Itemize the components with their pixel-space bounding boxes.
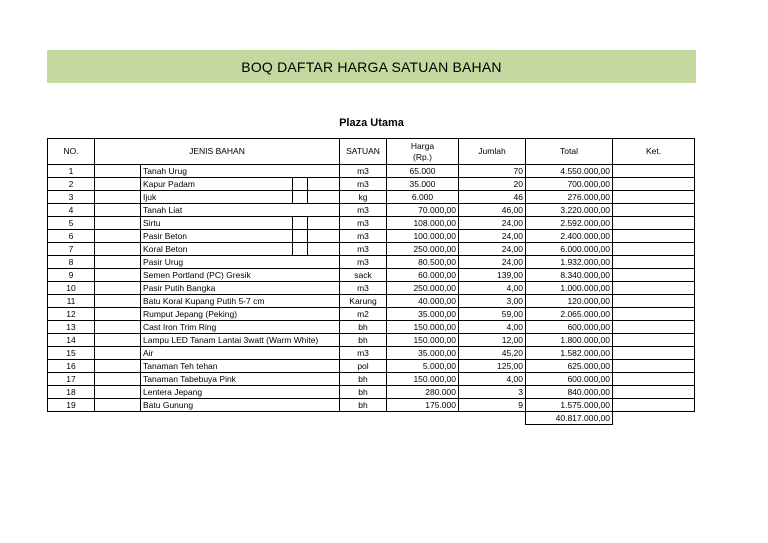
row-jenis-bahan: Sirtu bbox=[141, 217, 293, 230]
row-total: 700.000,00 bbox=[526, 178, 613, 191]
row-total: 276.000,00 bbox=[526, 191, 613, 204]
row-ket bbox=[613, 230, 695, 243]
row-jenis-bahan: Koral Beton bbox=[141, 243, 293, 256]
row-ket bbox=[613, 204, 695, 217]
row-harga: 175.000 bbox=[387, 399, 459, 412]
row-gap bbox=[95, 321, 141, 334]
row-jumlah: 24,00 bbox=[459, 230, 526, 243]
table-row bbox=[48, 204, 695, 217]
row-ket bbox=[613, 295, 695, 308]
row-jenis-bahan: Tanah Liat bbox=[141, 204, 340, 217]
row-satuan: kg bbox=[340, 191, 387, 204]
row-jenis-bahan: Lampu LED Tanam Lantai 3watt (Warm White) bbox=[141, 334, 340, 347]
row-no: 3 bbox=[48, 191, 95, 204]
row-sub-cell bbox=[293, 243, 308, 256]
row-harga: 60.000,00 bbox=[387, 269, 459, 282]
row-jumlah: 46 bbox=[459, 191, 526, 204]
header-ket: Ket. bbox=[613, 139, 695, 165]
row-sub-cell bbox=[308, 178, 340, 191]
row-jumlah: 3,00 bbox=[459, 295, 526, 308]
row-satuan: m3 bbox=[340, 165, 387, 178]
row-satuan: bh bbox=[340, 386, 387, 399]
table-row bbox=[48, 217, 695, 230]
row-total: 2.065.000,00 bbox=[526, 308, 613, 321]
table-row bbox=[48, 165, 695, 178]
row-harga: 250.000,00 bbox=[387, 243, 459, 256]
header-no: NO. bbox=[48, 139, 95, 165]
table-row bbox=[48, 399, 695, 412]
row-satuan: m3 bbox=[340, 256, 387, 269]
row-ket bbox=[613, 191, 695, 204]
row-no: 9 bbox=[48, 269, 95, 282]
row-no: 2 bbox=[48, 178, 95, 191]
row-ket bbox=[613, 373, 695, 386]
row-jenis-bahan: Lentera Jepang bbox=[141, 386, 340, 399]
row-harga: 35.000 bbox=[387, 178, 459, 191]
row-gap bbox=[95, 204, 141, 217]
row-harga: 5.000,00 bbox=[387, 360, 459, 373]
row-no: 1 bbox=[48, 165, 95, 178]
row-ket bbox=[613, 360, 695, 373]
row-jenis-bahan: Pasir Putih Bangka bbox=[141, 282, 340, 295]
row-jenis-bahan: Tanaman Tabebuya Pink bbox=[141, 373, 340, 386]
grand-total-value: 40.817.000,00 bbox=[526, 412, 613, 425]
row-jenis-bahan: Rumput Jepang (Peking) bbox=[141, 308, 340, 321]
row-harga: 70.000,00 bbox=[387, 204, 459, 217]
row-jumlah: 4,00 bbox=[459, 373, 526, 386]
row-jumlah: 59,00 bbox=[459, 308, 526, 321]
row-no: 12 bbox=[48, 308, 95, 321]
row-jumlah: 24,00 bbox=[459, 217, 526, 230]
row-satuan: Karung bbox=[340, 295, 387, 308]
row-total: 600.000,00 bbox=[526, 373, 613, 386]
row-satuan: m3 bbox=[340, 217, 387, 230]
row-ket bbox=[613, 386, 695, 399]
row-harga: 6.000 bbox=[387, 191, 459, 204]
row-total: 2.592.000,00 bbox=[526, 217, 613, 230]
row-ket bbox=[613, 308, 695, 321]
row-total: 840.000,00 bbox=[526, 386, 613, 399]
header-harga-label: Harga bbox=[410, 140, 435, 151]
row-total: 1.932.000,00 bbox=[526, 256, 613, 269]
header-total: Total bbox=[526, 139, 613, 165]
table-row bbox=[48, 334, 695, 347]
row-sub-cell bbox=[308, 230, 340, 243]
row-gap bbox=[95, 243, 141, 256]
row-jumlah: 125,00 bbox=[459, 360, 526, 373]
row-no: 19 bbox=[48, 399, 95, 412]
row-jumlah: 3 bbox=[459, 386, 526, 399]
row-ket bbox=[613, 399, 695, 412]
row-gap bbox=[95, 399, 141, 412]
row-sub-cell bbox=[293, 217, 308, 230]
row-satuan: sack bbox=[340, 269, 387, 282]
row-harga: 80.500,00 bbox=[387, 256, 459, 269]
row-satuan: m3 bbox=[340, 230, 387, 243]
project-subtitle: Plaza Utama bbox=[339, 117, 404, 129]
row-jumlah: 4,00 bbox=[459, 321, 526, 334]
row-ket bbox=[613, 321, 695, 334]
row-satuan: m3 bbox=[340, 178, 387, 191]
row-ket bbox=[613, 347, 695, 360]
row-jenis-bahan: Air bbox=[141, 347, 340, 360]
row-gap bbox=[95, 178, 141, 191]
row-total: 120.000,00 bbox=[526, 295, 613, 308]
grand-total-blank bbox=[613, 412, 695, 425]
row-no: 10 bbox=[48, 282, 95, 295]
header-jumlah: Jumlah bbox=[459, 139, 526, 165]
header-harga bbox=[387, 139, 459, 165]
row-satuan: m3 bbox=[340, 282, 387, 295]
row-jumlah: 45,20 bbox=[459, 347, 526, 360]
row-harga: 108.000,00 bbox=[387, 217, 459, 230]
row-ket bbox=[613, 256, 695, 269]
row-jenis-bahan: Kapur Padam bbox=[141, 178, 293, 191]
row-jenis-bahan: Batu Koral Kupang Putih 5-7 cm bbox=[141, 295, 340, 308]
row-gap bbox=[95, 347, 141, 360]
row-no: 8 bbox=[48, 256, 95, 269]
row-sub-cell bbox=[293, 178, 308, 191]
table-row bbox=[48, 178, 695, 191]
row-no: 7 bbox=[48, 243, 95, 256]
row-no: 18 bbox=[48, 386, 95, 399]
row-no: 16 bbox=[48, 360, 95, 373]
row-satuan: bh bbox=[340, 399, 387, 412]
row-gap bbox=[95, 282, 141, 295]
row-total: 4.550.000,00 bbox=[526, 165, 613, 178]
row-satuan: bh bbox=[340, 334, 387, 347]
row-gap bbox=[95, 295, 141, 308]
row-sub-cell bbox=[308, 243, 340, 256]
table-row bbox=[48, 373, 695, 386]
row-total: 6.000.000,00 bbox=[526, 243, 613, 256]
row-jenis-bahan: Tanaman Teh tehan bbox=[141, 360, 340, 373]
row-gap bbox=[95, 373, 141, 386]
row-ket bbox=[613, 269, 695, 282]
row-total: 8.340.000,00 bbox=[526, 269, 613, 282]
row-satuan: m3 bbox=[340, 347, 387, 360]
row-gap bbox=[95, 334, 141, 347]
table-row bbox=[48, 256, 695, 269]
row-jumlah: 24,00 bbox=[459, 256, 526, 269]
header-satuan: SATUAN bbox=[340, 139, 387, 165]
row-gap bbox=[95, 308, 141, 321]
row-harga: 35.000,00 bbox=[387, 347, 459, 360]
row-total: 625.000,00 bbox=[526, 360, 613, 373]
row-total: 1.582.000,00 bbox=[526, 347, 613, 360]
page-title: BOQ DAFTAR HARGA SATUAN BAHAN bbox=[241, 58, 502, 75]
row-jumlah: 12,00 bbox=[459, 334, 526, 347]
table-row bbox=[48, 360, 695, 373]
row-sub-cell bbox=[308, 191, 340, 204]
grand-total-row bbox=[48, 412, 695, 425]
row-no: 11 bbox=[48, 295, 95, 308]
row-harga: 40.000,00 bbox=[387, 295, 459, 308]
row-harga: 150.000,00 bbox=[387, 334, 459, 347]
row-jumlah: 9 bbox=[459, 399, 526, 412]
table-row bbox=[48, 295, 695, 308]
row-harga: 100.000,00 bbox=[387, 230, 459, 243]
row-ket bbox=[613, 282, 695, 295]
row-harga: 65.000 bbox=[387, 165, 459, 178]
row-gap bbox=[95, 217, 141, 230]
row-harga: 280.000 bbox=[387, 386, 459, 399]
row-no: 5 bbox=[48, 217, 95, 230]
row-harga: 150.000,00 bbox=[387, 373, 459, 386]
row-ket bbox=[613, 243, 695, 256]
row-total: 3.220.000,00 bbox=[526, 204, 613, 217]
row-sub-cell bbox=[308, 217, 340, 230]
row-ket bbox=[613, 334, 695, 347]
row-jenis-bahan: Batu Gunung bbox=[141, 399, 340, 412]
row-gap bbox=[95, 386, 141, 399]
row-jenis-bahan: Pasir Beton bbox=[141, 230, 293, 243]
title-banner bbox=[47, 50, 696, 83]
row-satuan: m3 bbox=[340, 204, 387, 217]
row-harga: 250.000,00 bbox=[387, 282, 459, 295]
row-gap bbox=[95, 230, 141, 243]
row-gap bbox=[95, 360, 141, 373]
row-jumlah: 4,00 bbox=[459, 282, 526, 295]
row-jumlah: 20 bbox=[459, 178, 526, 191]
boq-table bbox=[47, 138, 695, 425]
table-row bbox=[48, 308, 695, 321]
row-satuan: bh bbox=[340, 321, 387, 334]
row-jumlah: 24,00 bbox=[459, 243, 526, 256]
table-row bbox=[48, 269, 695, 282]
row-ket bbox=[613, 165, 695, 178]
row-jumlah: 70 bbox=[459, 165, 526, 178]
row-jenis-bahan: Semen Portland (PC) Gresik bbox=[141, 269, 340, 282]
row-jumlah: 46,00 bbox=[459, 204, 526, 217]
grand-total-spacer bbox=[48, 412, 526, 425]
table-header-row bbox=[48, 139, 695, 165]
row-total: 600.000,00 bbox=[526, 321, 613, 334]
row-sub-cell bbox=[293, 230, 308, 243]
row-satuan: m3 bbox=[340, 243, 387, 256]
table-row bbox=[48, 347, 695, 360]
row-no: 17 bbox=[48, 373, 95, 386]
row-gap bbox=[95, 165, 141, 178]
row-jenis-bahan: Tanah Urug bbox=[141, 165, 340, 178]
table-row bbox=[48, 243, 695, 256]
row-jumlah: 139,00 bbox=[459, 269, 526, 282]
row-harga: 150.000,00 bbox=[387, 321, 459, 334]
row-total: 1.000.000,00 bbox=[526, 282, 613, 295]
row-no: 13 bbox=[48, 321, 95, 334]
row-total: 2.400.000,00 bbox=[526, 230, 613, 243]
row-gap bbox=[95, 256, 141, 269]
row-harga: 35.000,00 bbox=[387, 308, 459, 321]
table-row bbox=[48, 191, 695, 204]
table-row bbox=[48, 321, 695, 334]
row-sub-cell bbox=[293, 191, 308, 204]
table-row bbox=[48, 282, 695, 295]
header-harga-unit: (Rp.) bbox=[413, 151, 432, 162]
header-jenis-bahan: JENIS BAHAN bbox=[95, 139, 340, 165]
row-jenis-bahan: Ijuk bbox=[141, 191, 293, 204]
row-satuan: pol bbox=[340, 360, 387, 373]
row-gap bbox=[95, 269, 141, 282]
row-total: 1.800.000,00 bbox=[526, 334, 613, 347]
row-total: 1.575.000,00 bbox=[526, 399, 613, 412]
row-jenis-bahan: Pasir Urug bbox=[141, 256, 340, 269]
row-ket bbox=[613, 178, 695, 191]
row-ket bbox=[613, 217, 695, 230]
row-no: 6 bbox=[48, 230, 95, 243]
table-row bbox=[48, 386, 695, 399]
row-jenis-bahan: Cast Iron Trim Ring bbox=[141, 321, 340, 334]
table-row bbox=[48, 230, 695, 243]
row-satuan: bh bbox=[340, 373, 387, 386]
row-no: 4 bbox=[48, 204, 95, 217]
row-satuan: m2 bbox=[340, 308, 387, 321]
row-no: 15 bbox=[48, 347, 95, 360]
row-no: 14 bbox=[48, 334, 95, 347]
row-gap bbox=[95, 191, 141, 204]
